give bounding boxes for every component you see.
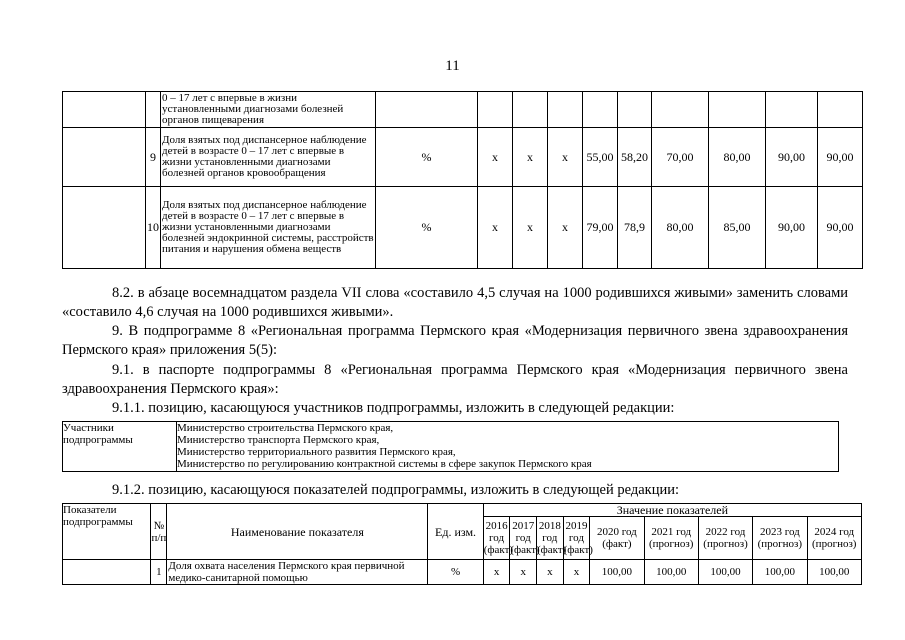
value-2022 bbox=[709, 92, 766, 128]
indicators-table-continued bbox=[62, 91, 863, 269]
paragraph-8-2: 8.2. в абзаце восемнадцатом раздела VII слова «составило 4,5 случая на 1000 родившихся живыми» заменить словами «составило 4,6 случая на 1000 родившихся живыми». bbox=[62, 285, 848, 320]
value-2017: x bbox=[510, 560, 537, 585]
header-unit: Ед. изм. bbox=[428, 504, 483, 560]
value-2024: 90,00 bbox=[818, 187, 863, 269]
row-number: 10 bbox=[146, 187, 161, 269]
indicators-label: Показатели подпрограммы bbox=[63, 504, 151, 560]
participant-item: Министерство по регулированию контрактной системы в сфере закупок Пермского края bbox=[177, 458, 592, 470]
header-year-2022: 2022 год (прогноз) bbox=[698, 517, 752, 560]
value-2017 bbox=[513, 92, 548, 128]
participant-item: Министерство транспорта Пермского края, bbox=[177, 434, 380, 446]
value-2019: 55,00 bbox=[583, 128, 618, 187]
value-2016: x bbox=[478, 128, 513, 187]
page-number: 11 bbox=[445, 58, 460, 74]
participant-item: Министерство территориального развития Пермского края, bbox=[177, 446, 456, 458]
row-number: 9 bbox=[146, 128, 161, 187]
participants-table bbox=[62, 421, 839, 472]
value-2020 bbox=[618, 92, 652, 128]
value-2023: 90,00 bbox=[766, 128, 818, 187]
header-year-2021: 2021 год (прогноз) bbox=[644, 517, 698, 560]
header-year-2017: 2017 год (факт) bbox=[510, 517, 537, 560]
value-2017: x bbox=[513, 128, 548, 187]
unit bbox=[376, 92, 478, 128]
row-number: 1 bbox=[151, 560, 167, 585]
value-2023: 90,00 bbox=[766, 187, 818, 269]
value-2019 bbox=[583, 92, 618, 128]
value-2016: x bbox=[483, 560, 510, 585]
indicator-name: Доля взятых под диспансерное наблюдение детей в возрасте 0 – 17 лет с впервые в жизни установленными диагнозами болезней эндокринной системы, расстройств питания и нарушения обмена веществ bbox=[161, 187, 376, 269]
participants-label: Участники подпрограммы bbox=[63, 422, 177, 472]
value-2023 bbox=[766, 92, 818, 128]
value-2018: x bbox=[537, 560, 564, 585]
value-2021: 80,00 bbox=[652, 187, 709, 269]
header-number: № п/п bbox=[151, 504, 167, 560]
unit: % bbox=[376, 187, 478, 269]
header-year-2020: 2020 год (факт) bbox=[590, 517, 644, 560]
value-2019: 79,00 bbox=[583, 187, 618, 269]
table-row bbox=[63, 92, 863, 128]
indicator-name: Доля охвата населения Пермского края первичной медико-санитарной помощью bbox=[167, 560, 428, 585]
header-values: Значение показателей bbox=[483, 504, 861, 517]
table-row bbox=[63, 187, 863, 269]
value-2020: 78,9 bbox=[618, 187, 652, 269]
header-name: Наименование показателя bbox=[167, 504, 428, 560]
value-2024: 90,00 bbox=[818, 128, 863, 187]
value-2021: 70,00 bbox=[652, 128, 709, 187]
value-2016 bbox=[478, 92, 513, 128]
value-2020: 100,00 bbox=[590, 560, 644, 585]
participant-item: Министерство строительства Пермского края, bbox=[177, 422, 394, 434]
value-2017: x bbox=[513, 187, 548, 269]
unit: % bbox=[376, 128, 478, 187]
unit: % bbox=[428, 560, 483, 585]
value-2018: x bbox=[548, 128, 583, 187]
indicator-name: 0 – 17 лет с впервые в жизни установленными диагнозами болезней органов пищеварения bbox=[161, 92, 376, 128]
value-2024: 100,00 bbox=[807, 560, 862, 585]
header-year-2016: 2016 год (факт) bbox=[483, 517, 510, 560]
value-2020: 58,20 bbox=[618, 128, 652, 187]
value-2022: 85,00 bbox=[709, 187, 766, 269]
indicators-table bbox=[62, 503, 862, 585]
row-number bbox=[146, 92, 161, 128]
paragraph-9-1-2: 9.1.2. позицию, касающуюся показателей подпрограммы, изложить в следующей редакции: bbox=[112, 482, 680, 498]
paragraph-9-1-1: 9.1.1. позицию, касающуюся участников подпрограммы, изложить в следующей редакции: bbox=[112, 400, 675, 416]
table-row bbox=[63, 128, 863, 187]
value-2019: x bbox=[563, 560, 590, 585]
participants-list bbox=[177, 422, 839, 472]
header-year-2018: 2018 год (факт) bbox=[537, 517, 564, 560]
value-2018: x bbox=[548, 187, 583, 269]
header-year-2024: 2024 год (прогноз) bbox=[807, 517, 862, 560]
value-2024 bbox=[818, 92, 863, 128]
table-row bbox=[63, 560, 862, 585]
header-year-2019: 2019 год (факт) bbox=[563, 517, 590, 560]
value-2022: 100,00 bbox=[698, 560, 752, 585]
value-2021: 100,00 bbox=[644, 560, 698, 585]
value-2022: 80,00 bbox=[709, 128, 766, 187]
paragraph-9-1: 9.1. в паспорте подпрограммы 8 «Региональная программа Пермского края «Модернизация первичного звена здравоохранения Пермского края»: bbox=[62, 362, 848, 397]
indicator-name: Доля взятых под диспансерное наблюдение детей в возрасте 0 – 17 лет с впервые в жизни установленными диагнозами болезней органов кровообращения bbox=[161, 128, 376, 187]
value-2021 bbox=[652, 92, 709, 128]
value-2018 bbox=[548, 92, 583, 128]
value-2023: 100,00 bbox=[753, 560, 807, 585]
value-2016: x bbox=[478, 187, 513, 269]
paragraph-9: 9. В подпрограмме 8 «Региональная программа Пермского края «Модернизация первичного звена здравоохранения Пермского края» приложения 5(5): bbox=[62, 323, 848, 358]
header-year-2023: 2023 год (прогноз) bbox=[753, 517, 807, 560]
